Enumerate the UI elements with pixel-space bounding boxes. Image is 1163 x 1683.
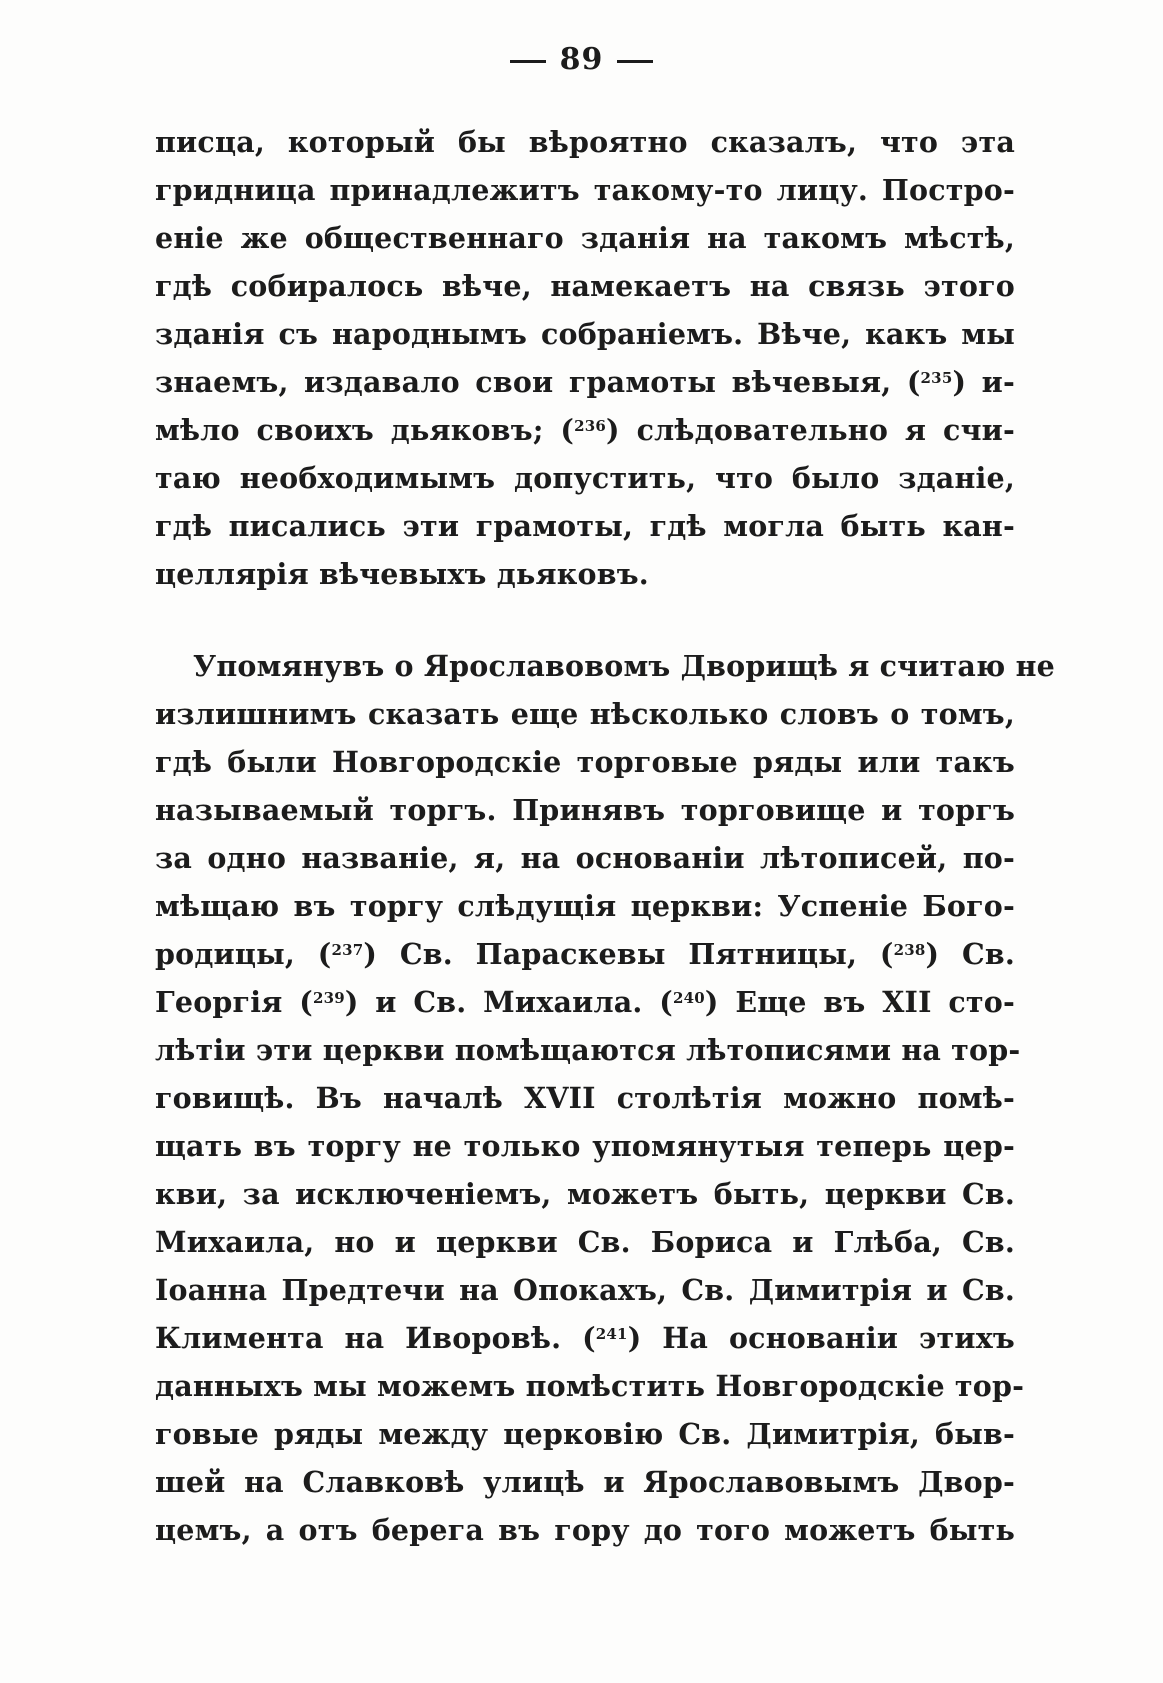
text-line: гдѣ собиралось вѣче, намекаетъ на связь этого	[155, 269, 1015, 303]
footnote-marker: 236	[574, 417, 607, 435]
text-line: за одно названіе, я, на основаніи лѣтописей, по-	[155, 841, 1015, 875]
text-line: говищѣ. Въ началѣ XVII столѣтія можно помѣ-	[155, 1081, 1015, 1115]
page-number-header	[0, 42, 1163, 77]
footnote-marker: 239	[312, 989, 345, 1007]
text-line: данныхъ мы можемъ помѣстить Новгородскіе тор-	[155, 1369, 1025, 1403]
footnote-marker: 240	[672, 989, 705, 1007]
footnote-marker: 241	[595, 1325, 628, 1343]
footnote-marker: 237	[331, 941, 364, 959]
text-line: гдѣ были Новгородскіе торговые ряды или такъ	[155, 745, 1015, 779]
right-dash	[617, 60, 653, 63]
text-line: мѣщаю въ торгу слѣдущія церкви: Успеніе Бого-	[155, 889, 1015, 923]
text-line: шей на Славковѣ улицѣ и Ярославовымъ Двор-	[155, 1465, 1015, 1499]
paragraph-1	[155, 118, 1015, 598]
left-dash	[510, 60, 546, 63]
text-line: излишнимъ сказать еще нѣсколько словъ о томъ,	[155, 697, 1015, 731]
text-line: говые ряды между церковію Св. Димитрія, быв-	[155, 1417, 1015, 1451]
text-line: таю необходимымъ допустить, что было зданіе,	[155, 461, 1015, 495]
text-line: Климента на Иворовѣ. ($^{241}$) На основаніи этихъ	[155, 1321, 1015, 1355]
text-line: еніе же общественнаго зданія на такомъ мѣстѣ,	[155, 221, 1015, 255]
text-line: родицы, ($^{237}$) Св. Параскевы Пятницы, ($^{238}$) Св.	[155, 937, 1015, 971]
text-line: цемъ, а отъ берега въ гору до того можетъ быть	[155, 1513, 1015, 1547]
text-line: щать въ торгу не только упомянутыя теперь цер-	[155, 1129, 1015, 1163]
text-line: лѣтіи эти церкви помѣщаются лѣтописями на тор-	[155, 1033, 1021, 1067]
page-number: 89	[559, 42, 604, 77]
text-line: кви, за исключеніемъ, можетъ быть, церкви Св.	[155, 1177, 1015, 1211]
text-line: зданія съ народнымъ собраніемъ. Вѣче, какъ мы	[155, 317, 1015, 351]
paragraph-2	[155, 642, 1055, 1554]
text-line: мѣло своихъ дьяковъ; ($^{236}$) слѣдовательно я счи-	[155, 413, 1015, 447]
footnote-marker: 235	[920, 369, 953, 387]
text-line: Упомянувъ о Ярославовомъ Дворищѣ я считаю не	[193, 649, 1055, 683]
text-line: Михаила, но и церкви Св. Бориса и Глѣба, Св.	[155, 1225, 1015, 1259]
text-line: гридница принадлежитъ такому-то лицу. Постро-	[155, 173, 1015, 207]
text-line: целлярія вѣчевыхъ дьяковъ.	[155, 557, 649, 591]
text-line: Георгія ($^{239}$) и Св. Михаила. ($^{240}$) Еще въ XII сто-	[155, 985, 1016, 1019]
text-line: называемый торгъ. Принявъ торговище и торгъ	[155, 793, 1015, 827]
text-line: писца, который бы вѣроятно сказалъ, что эта	[155, 125, 1015, 159]
text-line: гдѣ писались эти грамоты, гдѣ могла быть кан-	[155, 509, 1015, 543]
footnote-marker: 238	[893, 941, 926, 959]
text-line: Іоанна Предтечи на Опокахъ, Св. Димитрія и Св.	[155, 1273, 1015, 1307]
text-line: знаемъ, издавало свои грамоты вѣчевыя, ($^{235}$) и-	[155, 365, 1015, 399]
